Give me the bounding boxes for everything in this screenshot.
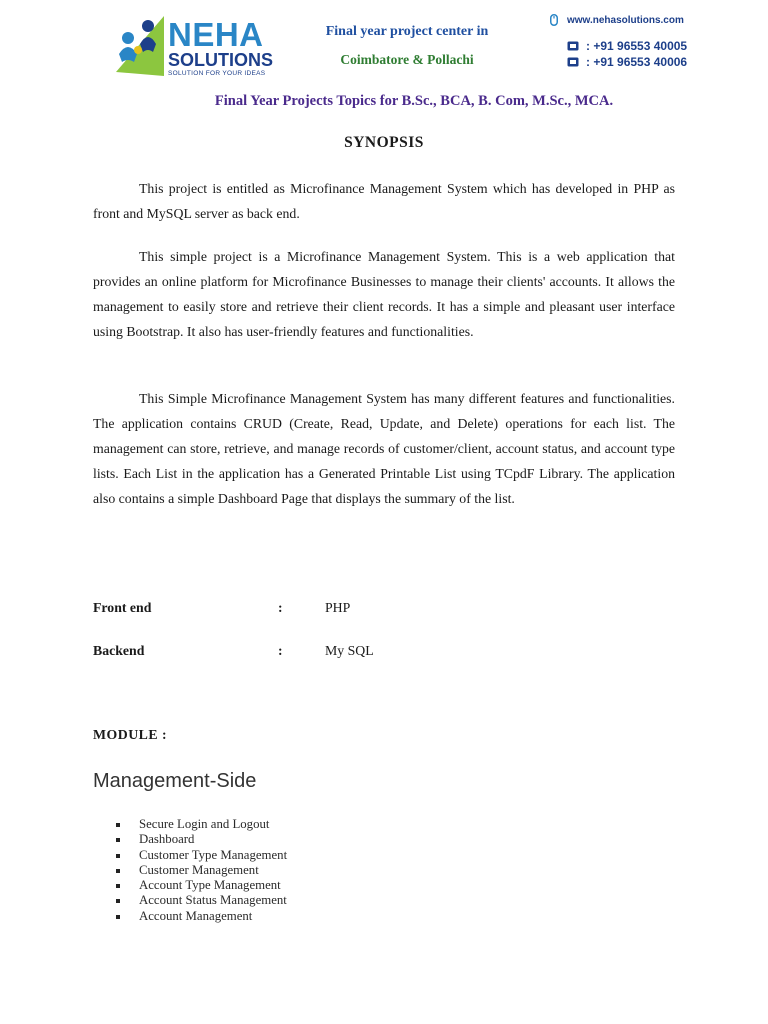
website-row (546, 12, 756, 28)
feature-list (116, 817, 287, 924)
phone-row-2 (546, 54, 756, 70)
phone-number-2: : +91 96553 40006 (586, 55, 688, 69)
backend-row (93, 643, 493, 663)
front-end-row (93, 600, 493, 620)
list-item-text: Secure Login and Logout (139, 817, 270, 831)
logo-brand-line2: SOLUTIONS (168, 50, 274, 70)
phone-row-1 (546, 38, 756, 54)
backend-label: Backend (93, 643, 145, 658)
list-item-text: Account Status Management (139, 893, 287, 908)
list-item-text: Account Management (139, 908, 253, 923)
square-bullet-icon (116, 838, 120, 842)
list-item-text: Customer Type Management (139, 847, 288, 862)
logo-brand: NEHA (168, 16, 264, 53)
square-bullet-icon (116, 854, 120, 858)
logo-tagline: SOLUTION FOR YOUR IDEAS (168, 70, 266, 77)
square-bullet-icon (116, 915, 120, 919)
topics-line: Final Year Projects Topics for B.Sc., BCA, B. Com, M.Sc., MCA. (214, 93, 614, 109)
phone-icon (566, 41, 580, 51)
separator: : (278, 600, 283, 615)
list-item (116, 878, 287, 893)
company-logo (110, 14, 274, 80)
square-bullet-icon (116, 869, 120, 873)
list-item (116, 863, 287, 878)
module-label: MODULE : (93, 727, 168, 742)
square-bullet-icon (116, 823, 120, 827)
list-item (116, 893, 287, 908)
square-bullet-icon (116, 884, 120, 888)
list-item (116, 817, 287, 832)
phone-icon (566, 57, 580, 67)
header-center (300, 24, 514, 68)
mouse-icon (547, 14, 561, 26)
separator: : (278, 643, 283, 658)
list-item-text: Customer Management (139, 862, 259, 877)
people-logo-icon (110, 14, 170, 80)
paragraph: This project is entitled as Microfinance Management System which has developed in PHP as front and MySQL server as back end. (93, 181, 675, 221)
list-item (116, 909, 287, 924)
list-item (116, 848, 287, 863)
contact-block (546, 12, 756, 70)
section-heading: Management-Side (93, 770, 257, 792)
list-item-text: Dashboard (139, 832, 195, 847)
website-link[interactable]: www.nehasolutions.com (567, 14, 684, 26)
list-item (116, 832, 287, 847)
list-item-text: Account Type Management (139, 878, 281, 893)
header-center-line1: Final year project center in (325, 24, 489, 39)
backend-value: My SQL (325, 643, 374, 658)
phone-number-1: : +91 96553 40005 (586, 39, 688, 53)
front-end-label: Front end (93, 600, 152, 615)
paragraph: This simple project is a Microfinance Management System. This is a web application that provides an online platform for Microfinance Businesses to manage their clients' accounts. It allows the management to easily store and retrieve their client records. It has a simple and pleasant user interface using Bootstrap. It also has user-friendly features and functionalities. (93, 249, 675, 339)
header-center-line2: Coimbatore & Pollachi (340, 52, 474, 67)
paragraph: This Simple Microfinance Management System has many different features and functionalities. The application contains CRUD (Create, Read, Update, and Delete) operations for each list. The management can store, retrieve, and manage records of customer/client, account status, and account type lists. Each List in the application has a Generated Printable List using TCpdF Library. The application also contains a simple Dashboard Page that displays the summary of the list. (93, 391, 675, 506)
page-title: SYNOPSIS (344, 134, 424, 151)
square-bullet-icon (116, 899, 120, 903)
front-end-value: PHP (325, 600, 351, 615)
